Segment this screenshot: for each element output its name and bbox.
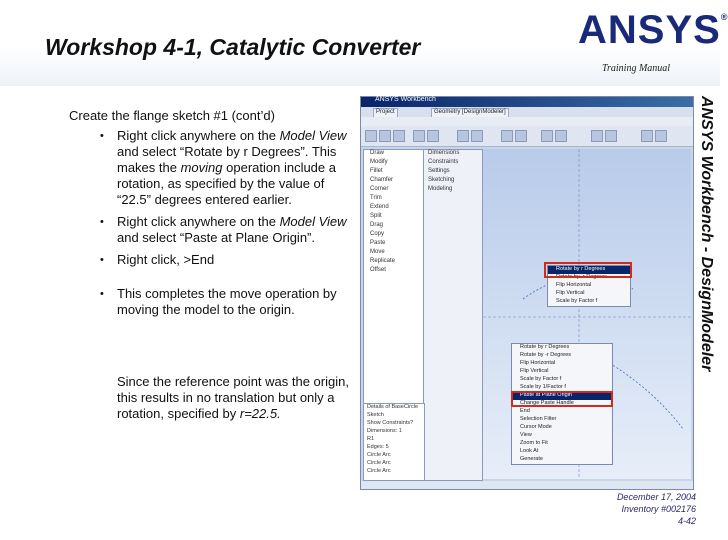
bullet-item: • Right click, >End [100,252,215,267]
menu-item[interactable]: View [520,432,532,438]
details-title: Details of BaseCircle [367,404,419,410]
toolbar-button-icon[interactable] [515,130,527,142]
toolbox-item[interactable]: Offset [370,267,386,273]
vertical-product-label [696,96,718,452]
toolbox-item[interactable]: Draw [370,150,385,156]
toolbox-item[interactable]: Corner [370,186,389,192]
details-row: Show Constraints? [367,420,414,426]
details-row: Circle Arc [367,452,391,458]
details-row: Dimensions: 1 [367,428,402,434]
menu-item-paste-at-plane-origin[interactable]: Paste at Plane Origin [512,392,612,400]
toolbar-button-icon[interactable] [641,130,653,142]
menu-item[interactable]: Look At [520,448,539,454]
details-row: R1 [367,436,375,442]
toolbox-item[interactable]: Drag [370,222,384,228]
details-view [363,403,425,481]
tool-item[interactable]: Sketching [428,177,455,183]
bullet-item: • Right click anywhere on the Model View and select “Rotate by r Degrees”. This makes the moving operation include a rotation, as specified by the value of “22.5” degrees entered earlier. [100,128,347,207]
toolbox-item[interactable]: Trim [370,195,382,201]
menu-item[interactable]: Zoom to Fit [520,440,548,446]
window-titlebar: ANSYS Workbench [361,97,693,107]
menu-item[interactable]: Change Paste Handle [520,400,574,406]
bullet-item: • Right click anywhere on the Model View and select “Paste at Plane Origin”. [100,214,347,245]
details-row: Circle Arc [367,460,391,466]
logo-an: AN [578,8,638,52]
toolbox-item[interactable]: Chamfer [370,177,394,183]
header-band [0,0,728,86]
toolbar-button-icon[interactable] [655,130,667,142]
toolbar-button-icon[interactable] [541,130,553,142]
toolbox-item[interactable]: Move [370,249,385,255]
toolbox-item[interactable]: Modify [370,159,388,165]
bullet-marker: • [100,216,104,228]
menu-item[interactable]: Flip Vertical [520,368,549,374]
menu-item[interactable]: Scale by Factor f [520,376,562,382]
menu-item[interactable]: Generate [520,456,543,462]
tab-row [361,107,693,117]
highlight-box-paste [511,391,613,407]
tool-item[interactable]: Modeling [428,186,453,192]
toolbar-button-icon[interactable] [471,130,483,142]
toolbar-button-icon[interactable] [501,130,513,142]
toolbar-button-icon[interactable] [393,130,405,142]
sketch-tools-panel [423,149,483,481]
slide-title: Workshop 4-1, Catalytic Converter [45,34,421,60]
toolbox-item[interactable]: Paste [370,240,386,246]
tab-geometry[interactable]: Geometry [DesignModeler] [431,108,509,118]
bullet-list [100,128,352,328]
toolbox-item[interactable]: Extend [370,204,389,210]
toolbar-button-icon[interactable] [605,130,617,142]
bullet-item: • This completes the move operation by moving the model to the origin. [100,286,337,317]
designmodeler-screenshot [360,96,694,490]
status-bar [361,481,693,489]
toolbar-button-icon[interactable] [427,130,439,142]
toolbar [361,126,693,147]
menu-bar [361,117,693,126]
bullet-marker: • [100,288,104,300]
explanatory-note: Since the reference point was the origin, this results in no translation but only a rotation, specified by r=22.5. [117,374,349,421]
details-row: Sketch [367,412,384,418]
training-manual-label: Training Manual [602,63,671,74]
toolbar-button-icon[interactable] [365,130,377,142]
toolbar-button-icon[interactable] [457,130,469,142]
details-row: Circle Arc [367,468,391,474]
toolbox-item[interactable]: Copy [370,231,385,237]
toolbar-button-icon[interactable] [591,130,603,142]
toolbar-button-icon[interactable] [555,130,567,142]
menu-item[interactable]: Cursor Mode [520,424,552,430]
menu-item[interactable]: Rotate by -r Degrees [556,274,608,280]
menu-item[interactable]: Flip Vertical [556,290,585,296]
menu-item-rotate-by-r[interactable]: Rotate by r Degrees [548,266,630,274]
menu-item[interactable]: Scale by Factor f [556,298,598,304]
bullet-marker: • [100,254,104,266]
tool-item[interactable]: Constraints [428,159,459,165]
menu-item[interactable]: Flip Horizontal [556,282,592,288]
tool-item[interactable]: Settings [428,168,450,174]
menu-item[interactable]: Rotate by r Degrees [520,344,570,350]
logo-sys: SYS [637,8,721,52]
footer [617,491,696,527]
toolbox-item[interactable]: Split [370,213,382,219]
toolbar-button-icon[interactable] [413,130,425,142]
tab-project[interactable]: Project [373,108,398,118]
toolbar-button-icon[interactable] [379,130,391,142]
menu-item[interactable]: End [520,408,530,414]
toolbox-item[interactable]: Replicate [370,258,396,264]
ansys-logo [578,8,728,53]
toolbox-item[interactable]: Fillet [370,168,383,174]
bullet-marker: • [100,130,104,142]
section-heading: Create the flange sketch #1 (cont’d) [69,108,275,123]
logo-registered-mark: ® [720,12,728,22]
highlight-box-rotate [544,262,632,278]
product-name-vertical: ANSYS Workbench - DesignModeler [698,96,715,372]
page-number: 4-42 [677,516,696,526]
menu-item[interactable]: Scale by 1/Factor f [520,384,566,390]
footer-date: December 17, 2004 [616,492,696,502]
menu-item[interactable]: Selection Filter [520,416,557,422]
menu-item[interactable]: Rotate by -r Degrees [520,352,572,358]
details-row: Edges: 5 [367,444,389,450]
tool-item[interactable]: Dimensions [428,150,460,156]
footer-inventory: Inventory #002176 [621,504,696,514]
menu-item[interactable]: Flip Horizontal [520,360,556,366]
